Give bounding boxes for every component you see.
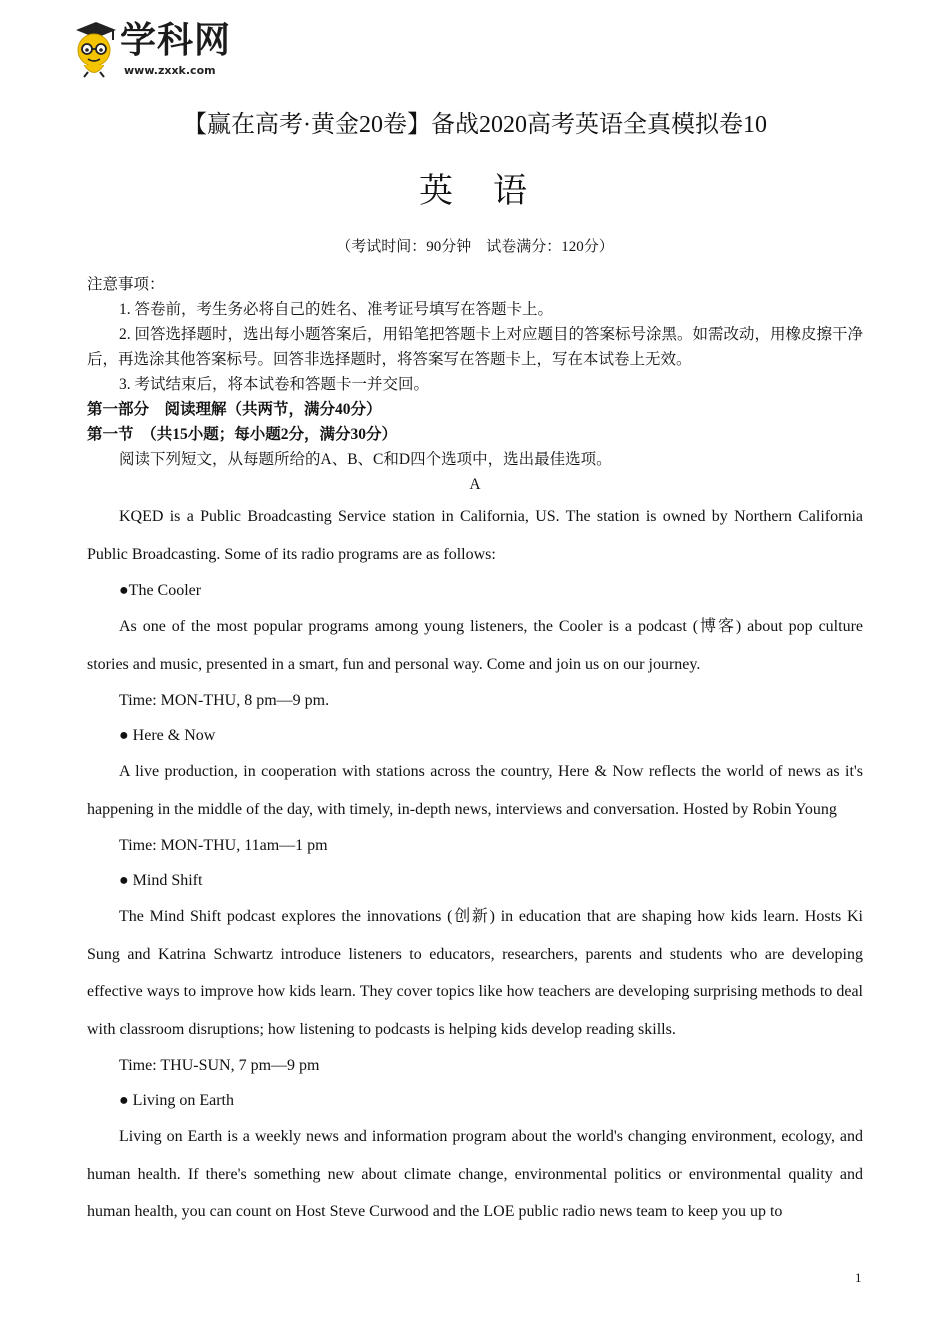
note-item-3: 3. 考试结束后，将本试卷和答题卡一并交回。 bbox=[119, 376, 430, 393]
note-item-2: 2. 回答选择题时，选出每小题答案后，用铅笔把答题卡上对应题目的答案标号涂黑。如需改动，用橡皮擦干净后，再选涂其他答案标号。回答非选择题时，将答案写在答题卡上，写在本试卷上无效。 bbox=[87, 326, 864, 368]
exam-info: （考试时间：90分钟 试卷满分：120分） bbox=[336, 239, 614, 255]
program-name: ● Mind Shift bbox=[119, 872, 203, 889]
program-description: The Mind Shift podcast explores the innovations (创新) in education that are shaping how kids learn. Hosts Ki Sung and Katrina Schwartz introduce listeners to educators, researchers, parents and students who are developing effective ways to improve how kids learn. They cover topics like how teachers are developing surprising methods to deal with classroom disruptions; how listening to podcasts is helping kids develop reading skills. bbox=[87, 908, 863, 1038]
passage-intro: KQED is a Public Broadcasting Service station in California, US. The station is owned by Northern California Public Broadcasting. Some of its radio programs are as follows: bbox=[87, 508, 863, 563]
mascot-icon bbox=[72, 20, 120, 78]
notes-section bbox=[87, 272, 863, 497]
zxxk-logo[interactable] bbox=[72, 18, 232, 82]
page-title: 【赢在高考·黄金20卷】备战2020高考英语全真模拟卷10 bbox=[183, 112, 767, 138]
program-time: Time: THU-SUN, 7 pm—9 pm bbox=[119, 1057, 320, 1074]
logo-brand: 学科网 bbox=[120, 20, 232, 61]
program-time: Time: MON-THU, 8 pm—9 pm. bbox=[119, 692, 330, 709]
note-item-1: 1. 答卷前，考生务必将自己的姓名、准考证号填写在答题卡上。 bbox=[119, 301, 554, 318]
logo-url: www.zxxk.com bbox=[124, 64, 216, 77]
program-description: A live production, in cooperation with stations across the country, Here & Now reflects the world of news as it's happening in the middle of the day, with timely, in-depth news, interviews and conversation. Hosted by Robin Young bbox=[87, 763, 863, 818]
passage-body bbox=[87, 498, 863, 1231]
subject-heading bbox=[0, 170, 950, 214]
program-description: As one of the most popular programs among young listeners, the Cooler is a podcast (博客) about pop culture stories and music, presented in a smart, fun and personal way. Come and join us on our journey. bbox=[87, 618, 863, 673]
subject-char-1: 英 bbox=[419, 173, 457, 210]
passage-letter: A bbox=[469, 476, 481, 493]
section-heading: 第一节 （共15小题；每小题2分，满分30分） bbox=[87, 426, 398, 443]
program-name: ●The Cooler bbox=[119, 582, 202, 599]
reading-instruction: 阅读下列短文，从每题所给的A、B、C和D四个选项中，选出最佳选项。 bbox=[119, 451, 612, 468]
program-name: ● Living on Earth bbox=[119, 1092, 234, 1109]
program-name: ● Here & Now bbox=[119, 727, 216, 744]
program-description: Living on Earth is a weekly news and information program about the world's changing environment, ecology, and human health. If there's something new about climate change, environmental politics or environmental quality and human health, you can count on Host Steve Curwood and the LOE public radio news team to keep you up to bbox=[87, 1128, 863, 1220]
subject-char-2: 语 bbox=[493, 173, 531, 210]
part-heading: 第一部分 阅读理解（共两节，满分40分） bbox=[87, 401, 382, 418]
program-time: Time: MON-THU, 11am—1 pm bbox=[119, 837, 328, 854]
page-number: 1 bbox=[855, 1270, 862, 1285]
notes-heading: 注意事项： bbox=[87, 276, 165, 293]
